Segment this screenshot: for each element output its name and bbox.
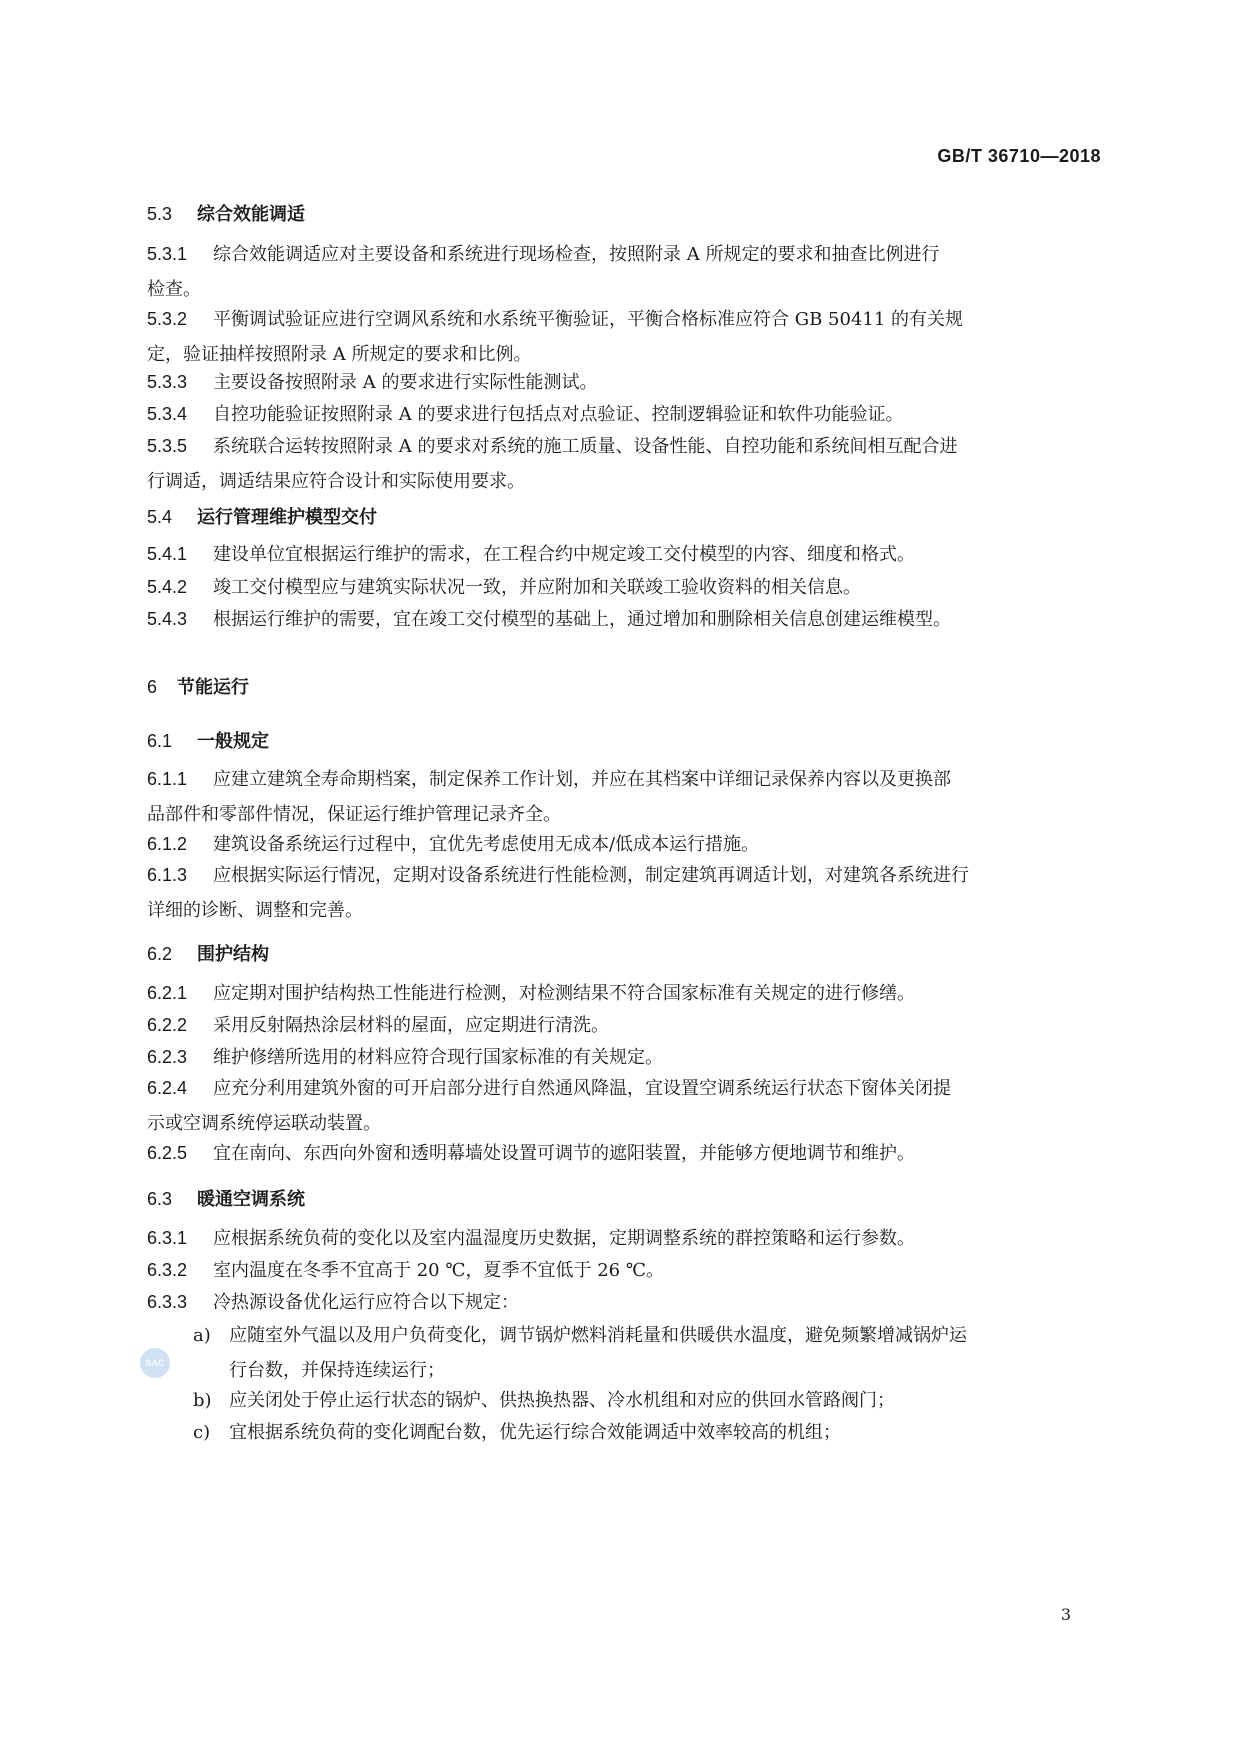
clause-5-3-5	[147, 429, 1100, 499]
section-number: 5.3	[147, 204, 173, 224]
clause-text-line1: 综合效能调适应对主要设备和系统进行现场检查，按照附录 A 所规定的要求和抽查比例进行	[213, 244, 940, 265]
list-marker: c)	[193, 1422, 211, 1443]
section-title: 综合效能调适	[197, 204, 305, 225]
clause-6-1-3	[147, 858, 1100, 928]
section-heading-5-4	[147, 503, 377, 529]
list-marker: b)	[193, 1390, 212, 1411]
section-heading-6-1	[147, 727, 269, 753]
section-number: 6.3	[147, 1189, 173, 1209]
chapter-heading-6	[147, 673, 249, 699]
clause-text-line2: 定，验证抽样按照附录 A 所规定的要求和比例。	[147, 344, 532, 365]
clause-5-3-1	[147, 237, 1100, 307]
clause-5-3-2	[147, 302, 1100, 372]
clause-5-4-3	[147, 602, 1100, 637]
clause-text-line1: 室内温度在冬季不宜高于 20 ℃，夏季不宜低于 26 ℃。	[213, 1260, 664, 1281]
clause-text-line1: 应定期对围护结构热工性能进行检测，对检测结果不符合国家标准有关规定的进行修缮。	[213, 983, 915, 1004]
clause-6-3-3	[147, 1285, 1100, 1320]
clause-text-line1: 应根据实际运行情况，定期对设备系统进行性能检测，制定建筑再调适计划，对建筑各系统进行	[213, 865, 969, 886]
clause-number: 6.3.3	[147, 1292, 188, 1312]
clause-text-line1: 宜在南向、东西向外窗和透明幕墙处设置可调节的遮阳装置，并能够方便地调节和维护。	[213, 1143, 915, 1164]
section-title: 运行管理维护模型交付	[197, 507, 377, 528]
clause-number: 5.3.2	[147, 309, 188, 329]
clause-text-line1: 冷热源设备优化运行应符合以下规定：	[213, 1292, 519, 1313]
list-text-line2: 行台数，并保持连续运行；	[229, 1360, 445, 1381]
list-text-line1: 应随室外气温以及用户负荷变化，调节锅炉燃料消耗量和供暖供水温度，避免频繁增减锅炉运	[229, 1325, 967, 1346]
list-item-a	[193, 1318, 1100, 1388]
clause-5-4-2	[147, 570, 1100, 605]
clause-number: 6.2.4	[147, 1078, 188, 1098]
clause-text-line1: 系统联合运转按照附录 A 的要求对系统的施工质量、设备性能、自控功能和系统间相互配合进	[213, 436, 958, 457]
clause-text-line1: 竣工交付模型应与建筑实际状况一致，并应附加和关联竣工验收资料的相关信息。	[213, 577, 861, 598]
clause-text-line2: 示或空调系统停运联动装置。	[147, 1113, 381, 1134]
clause-text-line1: 应建立建筑全寿命期档案，制定保养工作计划，并应在其档案中详细记录保养内容以及更换部	[213, 769, 951, 790]
clause-number: 6.3.1	[147, 1228, 188, 1248]
section-heading-6-3	[147, 1185, 305, 1211]
clause-number: 6.2.5	[147, 1143, 188, 1163]
sac-watermark-icon: SAC	[140, 1348, 170, 1378]
clause-number: 6.1.2	[147, 834, 188, 854]
clause-6-2-4	[147, 1071, 1100, 1141]
clause-number: 5.3.5	[147, 436, 188, 456]
clause-6-2-1	[147, 976, 1100, 1011]
clause-number: 6.3.2	[147, 1260, 188, 1280]
clause-text-line2: 详细的诊断、调整和完善。	[147, 900, 363, 921]
section-number: 6.1	[147, 731, 173, 751]
section-heading-5-3	[147, 200, 305, 226]
list-text-line1: 应关闭处于停止运行状态的锅炉、供热换热器、冷水机组和对应的供回水管路阀门；	[229, 1390, 895, 1411]
clause-number: 6.2.2	[147, 1015, 188, 1035]
page-number: 3	[1060, 1605, 1071, 1624]
clause-text-line1: 主要设备按照附录 A 的要求进行实际性能测试。	[213, 372, 598, 393]
list-item-c	[193, 1415, 1100, 1450]
section-title: 暖通空调系统	[197, 1189, 305, 1210]
clause-number: 6.2.1	[147, 983, 188, 1003]
clause-text-line2: 行调适，调适结果应符合设计和实际使用要求。	[147, 471, 525, 492]
clause-text-line1: 采用反射隔热涂层材料的屋面，应定期进行清洗。	[213, 1015, 609, 1036]
clause-text-line2: 检查。	[147, 279, 201, 300]
clause-text-line1: 维护修缮所选用的材料应符合现行国家标准的有关规定。	[213, 1047, 663, 1068]
clause-text-line1: 建设单位宜根据运行维护的需求，在工程合约中规定竣工交付模型的内容、细度和格式。	[213, 544, 915, 565]
clause-text-line2: 品部件和零部件情况，保证运行维护管理记录齐全。	[147, 804, 561, 825]
clause-text-line1: 建筑设备系统运行过程中，宜优先考虑使用无成本/低成本运行措施。	[213, 834, 760, 855]
section-title: 一般规定	[197, 731, 269, 752]
standard-number: GB/T 36710—2018	[937, 146, 1101, 166]
clause-number: 6.1.3	[147, 865, 188, 885]
clause-text-line1: 自控功能验证按照附录 A 的要求进行包括点对点验证、控制逻辑验证和软件功能验证。	[213, 404, 904, 425]
clause-6-2-5	[147, 1136, 1100, 1171]
clause-text-line1: 应充分利用建筑外窗的可开启部分进行自然通风降温，宜设置空调系统运行状态下窗体关闭提	[213, 1078, 951, 1099]
clause-text-line1: 根据运行维护的需要，宜在竣工交付模型的基础上，通过增加和删除相关信息创建运维模型。	[213, 609, 951, 630]
clause-number: 5.4.3	[147, 609, 188, 629]
clause-5-3-3	[147, 365, 1100, 400]
clause-5-4-1	[147, 537, 1100, 572]
clause-6-3-1	[147, 1221, 1100, 1256]
clause-number: 5.4.1	[147, 544, 188, 564]
list-item-b	[193, 1383, 1100, 1418]
clause-number: 5.4.2	[147, 577, 188, 597]
clause-number: 6.2.3	[147, 1047, 188, 1067]
clause-number: 5.3.3	[147, 372, 188, 392]
section-title: 围护结构	[197, 944, 269, 965]
chapter-title: 节能运行	[177, 677, 249, 698]
clause-6-3-2	[147, 1253, 1100, 1288]
section-number: 5.4	[147, 507, 173, 527]
clause-6-1-1	[147, 762, 1100, 832]
clause-number: 5.3.1	[147, 244, 188, 264]
section-number: 6.2	[147, 944, 173, 964]
section-heading-6-2	[147, 940, 269, 966]
clause-5-3-4	[147, 397, 1100, 432]
clause-number: 6.1.1	[147, 769, 188, 789]
list-marker: a)	[193, 1325, 211, 1346]
clause-6-2-2	[147, 1008, 1100, 1043]
list-text-line1: 宜根据系统负荷的变化调配台数，优先运行综合效能调适中效率较高的机组；	[229, 1422, 841, 1443]
clause-6-1-2	[147, 827, 1100, 862]
clause-number: 5.3.4	[147, 404, 188, 424]
chapter-number: 6	[147, 677, 158, 697]
clause-text-line1: 平衡调试验证应进行空调风系统和水系统平衡验证，平衡合格标准应符合 GB 50411 的有关规	[213, 309, 964, 330]
clause-6-2-3	[147, 1040, 1100, 1075]
clause-text-line1: 应根据系统负荷的变化以及室内温湿度历史数据，定期调整系统的群控策略和运行参数。	[213, 1228, 915, 1249]
